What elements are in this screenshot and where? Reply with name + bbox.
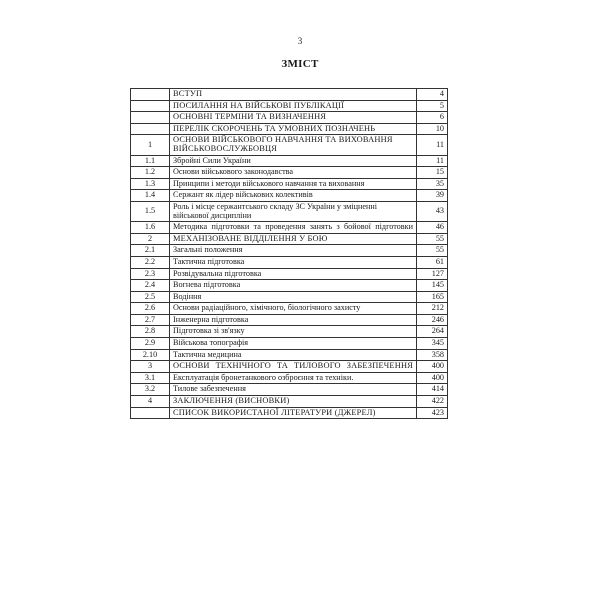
- toc-row: [131, 178, 448, 190]
- toc-page-number: 145: [417, 280, 448, 292]
- toc-section-title: Водіння: [170, 291, 417, 303]
- toc-section-title: Розвідувальна підготовка: [170, 268, 417, 280]
- toc-section-title: Основи військового законодавства: [170, 167, 417, 179]
- toc-row: [131, 155, 448, 167]
- toc-section-title: Роль і місце сержантського складу ЗС України у зміцненні військової дисципліни: [170, 201, 417, 221]
- page-number: 3: [297, 36, 303, 46]
- toc-row: [131, 314, 448, 326]
- toc-row: [131, 407, 448, 419]
- toc-section-title: Інженерна підготовка: [170, 314, 417, 326]
- toc-section-title: Принципи і методи військового навчання та виховання: [170, 178, 417, 190]
- toc-section-number: 1.6: [131, 222, 170, 234]
- toc-page-number: 246: [417, 314, 448, 326]
- toc-section-title: ПОСИЛАННЯ НА ВІЙСЬКОВІ ПУБЛІКАЦІЇ: [170, 100, 417, 112]
- toc-section-number: 2.6: [131, 303, 170, 315]
- toc-row: [131, 256, 448, 268]
- toc-page-number: 358: [417, 349, 448, 361]
- toc-section-number: 4: [131, 396, 170, 408]
- toc-page-number: 10: [417, 123, 448, 135]
- toc-row: [131, 190, 448, 202]
- toc-section-title: ОСНОВИ ТЕХНІЧНОГО ТА ТИЛОВОГО ЗАБЕЗПЕЧЕННЯ: [170, 361, 417, 373]
- toc-page-number: 264: [417, 326, 448, 338]
- toc-section-title: ПЕРЕЛІК СКОРОЧЕНЬ ТА УМОВНИХ ПОЗНАЧЕНЬ: [170, 123, 417, 135]
- toc-section-number: 1.4: [131, 190, 170, 202]
- toc-page-number: 43: [417, 201, 448, 221]
- toc-section-number: 2.4: [131, 280, 170, 292]
- toc-section-title: Тилове забезпечення: [170, 384, 417, 396]
- toc-section-number: 1.3: [131, 178, 170, 190]
- toc-section-title: Збройні Сили України: [170, 155, 417, 167]
- toc-page-number: 55: [417, 233, 448, 245]
- toc-section-number: 2: [131, 233, 170, 245]
- toc-section-title: Основи радіаційного, хімічного, біологічного захисту: [170, 303, 417, 315]
- toc-page-number: 61: [417, 256, 448, 268]
- toc-section-number: 1.5: [131, 201, 170, 221]
- toc-section-number: [131, 407, 170, 419]
- toc-row: [131, 384, 448, 396]
- toc-row: [131, 201, 448, 221]
- toc-page-number: 55: [417, 245, 448, 257]
- toc-page-number: 46: [417, 222, 448, 234]
- toc-row: [131, 291, 448, 303]
- toc-page-number: 15: [417, 167, 448, 179]
- toc-section-number: 2.9: [131, 338, 170, 350]
- toc-section-title: ЗАКЛЮЧЕННЯ (ВИСНОВКИ): [170, 396, 417, 408]
- toc-section-title: Тактична підготовка: [170, 256, 417, 268]
- toc-section-number: 1.1: [131, 155, 170, 167]
- toc-page-number: 400: [417, 361, 448, 373]
- toc-section-number: [131, 100, 170, 112]
- toc-section-number: 2.7: [131, 314, 170, 326]
- toc-section-number: [131, 112, 170, 124]
- toc-page-number: 212: [417, 303, 448, 315]
- toc-section-title: Методика підготовки та проведення занять з бойової підготовки: [170, 222, 417, 234]
- toc-row: [131, 233, 448, 245]
- toc-section-number: 2.5: [131, 291, 170, 303]
- toc-page-number: 6: [417, 112, 448, 124]
- toc-page-number: 127: [417, 268, 448, 280]
- toc-section-number: 2.10: [131, 349, 170, 361]
- toc-row: [131, 303, 448, 315]
- toc-section-number: 3.1: [131, 372, 170, 384]
- toc-row: [131, 123, 448, 135]
- toc-section-number: 2.3: [131, 268, 170, 280]
- toc-row: [131, 135, 448, 155]
- toc-page-number: 11: [417, 135, 448, 155]
- toc-section-title: Експлуатація бронетанкового озброєння та техніки.: [170, 372, 417, 384]
- toc-section-title: ОСНОВНІ ТЕРМІНИ ТА ВИЗНАЧЕННЯ: [170, 112, 417, 124]
- toc-row: [131, 268, 448, 280]
- toc-page-number: 345: [417, 338, 448, 350]
- toc-section-number: 2.2: [131, 256, 170, 268]
- toc-table: [130, 88, 448, 419]
- toc-page-number: 5: [417, 100, 448, 112]
- toc-section-number: 1.2: [131, 167, 170, 179]
- toc-section-title: Сержант як лідер військових колективів: [170, 190, 417, 202]
- toc-row: [131, 222, 448, 234]
- toc-section-title: Загальні положення: [170, 245, 417, 257]
- toc-section-number: 3: [131, 361, 170, 373]
- toc-page-number: 422: [417, 396, 448, 408]
- page-title: ЗМІСТ: [281, 58, 319, 70]
- toc-page-number: 423: [417, 407, 448, 419]
- toc-section-number: 1: [131, 135, 170, 155]
- toc-row: [131, 112, 448, 124]
- toc-section-title: СПИСОК ВИКОРИСТАНОЇ ЛІТЕРАТУРИ (ДЖЕРЕЛ): [170, 407, 417, 419]
- toc-section-title: Підготовка зі зв'язку: [170, 326, 417, 338]
- toc-section-title: МЕХАНІЗОВАНЕ ВІДДІЛЕННЯ У БОЮ: [170, 233, 417, 245]
- toc-page-number: 165: [417, 291, 448, 303]
- toc-page-number: 11: [417, 155, 448, 167]
- toc-page-number: 400: [417, 372, 448, 384]
- toc-row: [131, 372, 448, 384]
- toc-row: [131, 361, 448, 373]
- toc-row: [131, 100, 448, 112]
- toc-page-number: 35: [417, 178, 448, 190]
- toc-section-title: ОСНОВИ ВІЙСЬКОВОГО НАВЧАННЯ ТА ВИХОВАННЯ ВІЙСЬКОВОСЛУЖБОВЦЯ: [170, 135, 417, 155]
- toc-section-number: 2.1: [131, 245, 170, 257]
- toc-row: [131, 89, 448, 101]
- toc-row: [131, 280, 448, 292]
- toc-page-number: 414: [417, 384, 448, 396]
- toc-section-title: ВСТУП: [170, 89, 417, 101]
- toc-row: [131, 326, 448, 338]
- toc-section-title: Вогнева підготовка: [170, 280, 417, 292]
- toc-section-title: Тактична медицина: [170, 349, 417, 361]
- toc-page-number: 39: [417, 190, 448, 202]
- toc-section-number: [131, 89, 170, 101]
- toc-section-title: Військова топографія: [170, 338, 417, 350]
- toc-row: [131, 338, 448, 350]
- toc-section-number: 2.8: [131, 326, 170, 338]
- toc-section-number: 3.2: [131, 384, 170, 396]
- toc-row: [131, 349, 448, 361]
- toc-page-number: 4: [417, 89, 448, 101]
- toc-row: [131, 396, 448, 408]
- toc-row: [131, 245, 448, 257]
- toc-body: [131, 89, 448, 419]
- toc-row: [131, 167, 448, 179]
- toc-section-number: [131, 123, 170, 135]
